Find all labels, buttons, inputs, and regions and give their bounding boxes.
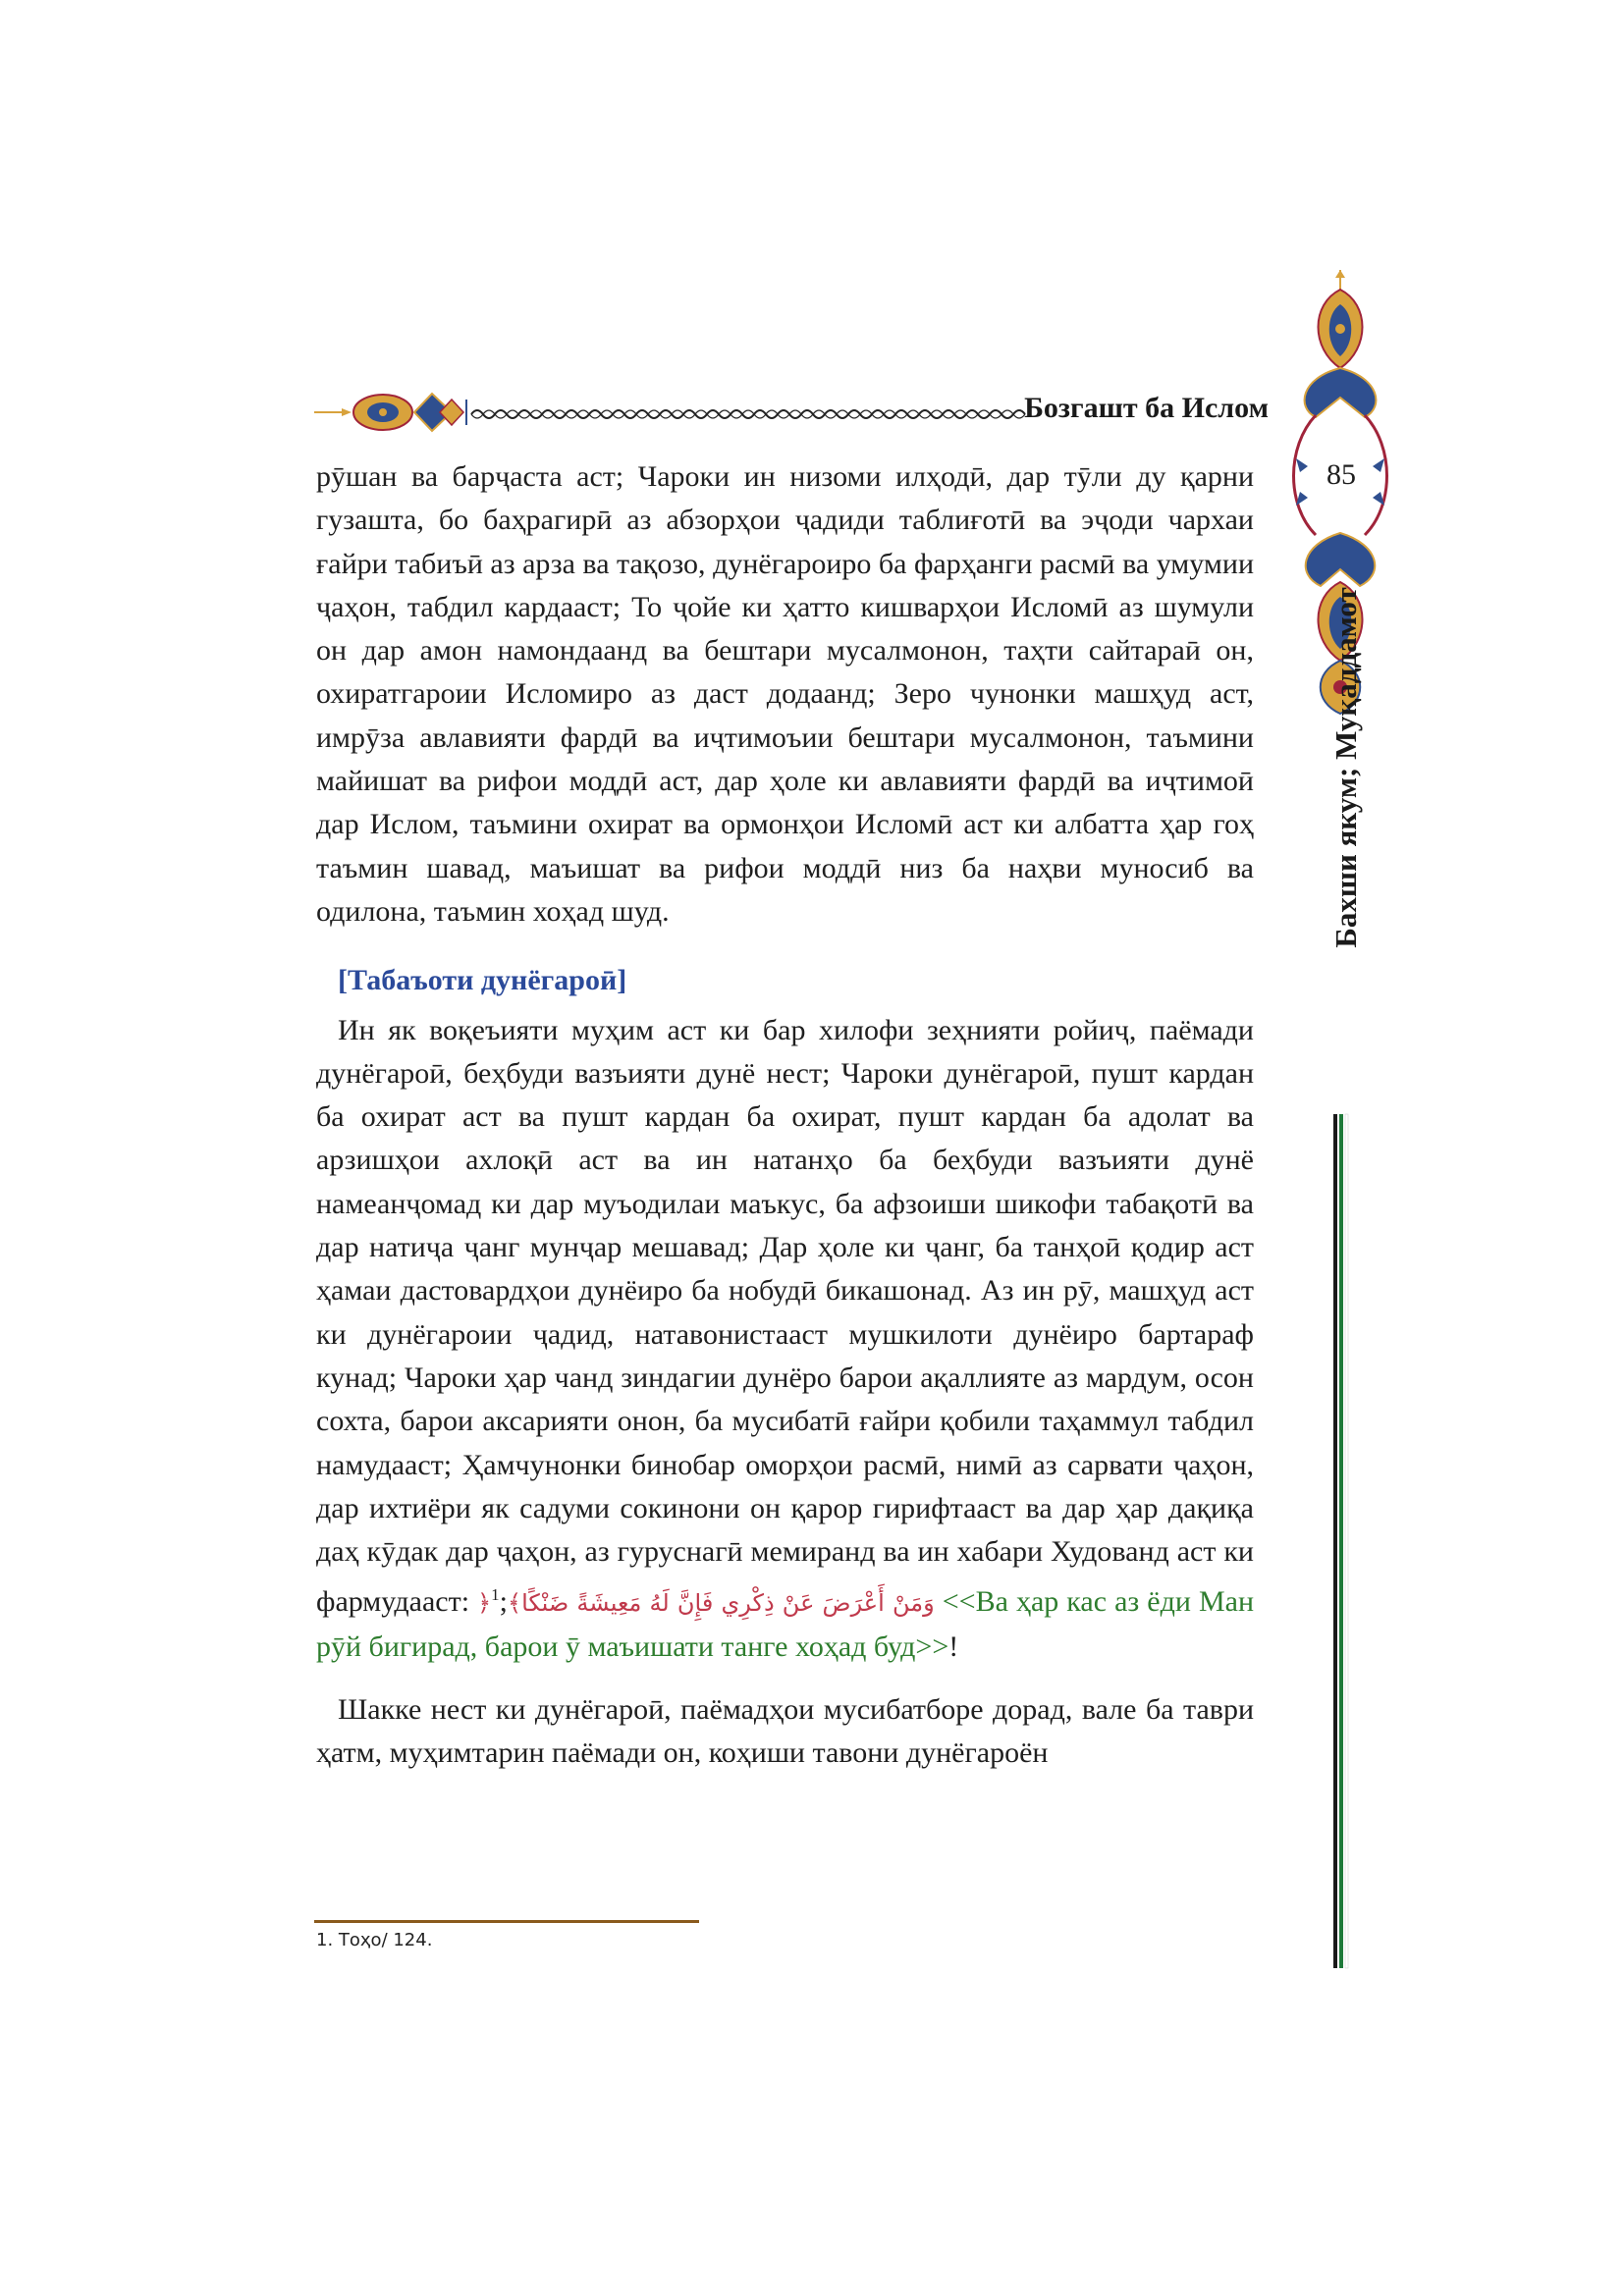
paragraph-2-separator: ;	[499, 1585, 509, 1619]
paragraph-1: рӯшан ва барҷаста аст; Чароки ин низоми илҳодӣ, дар тӯли ду қарни гузашта, бо баҳрагирӣ аз абзорҳои ҷадиди таблиғотӣ ва эҷоди чархаи ғайри табиъӣ аз арза ва тақозо, дунёгароиро ба фарҳанги расмӣ ва умумии ҷаҳон, табдил кардааст; То ҷойе ки ҳатто кишварҳои Исломӣ аз шумули он дар амон намондаанд ва бештари мусалмонон, таҳти сайтараӣ он, охиратгароии Исломиро аз даст додаанд; Зеро чунонки машҳуд аст, имрӯза авлавияти фардӣ ва иҷтимоъии бештари мусалмонон, таъмини майишат ва рифои моддӣ аст, дар ҳоле ки авлавияти фардӣ ва иҷтимоӣ дар Ислом, таъмини охират ва ормонҳои Исломӣ аст ки албатта ҳар гоҳ таъмин шавад, маъишат ва рифои моддӣ низ ба наҳви муносиб ва одилона, таъмин хоҳад шуд.	[316, 460, 1254, 928]
paragraph-2	[316, 1009, 1254, 1669]
page-number: 85	[1326, 458, 1356, 491]
quran-verse-arabic: ﴿وَمَنْ أَعْرَضَ عَنْ ذِكْرِي فَإِنَّ لَهُ مَعِيشَةً ضَنْكًا﴾	[477, 1589, 935, 1618]
chapter-side-title	[1328, 424, 1363, 1111]
header-ornament-icon	[314, 388, 1041, 437]
footnote-divider	[314, 1920, 699, 1923]
main-text	[316, 455, 1254, 1776]
chapter-side-title-text: Бахши якум; Муқаддамот	[1328, 587, 1363, 948]
section-heading: [Табаъоти дунёгароӣ]	[338, 964, 627, 997]
paragraph-3: Шакке нест ки дунёгароӣ, паёмадҳои мусибатборе дорад, вале ба таври ҳатм, муҳимтарин паёмади он, коҳиши тавони дунёгароён	[316, 1693, 1254, 1770]
footnote: 1. Тоҳо/ 124.	[316, 1930, 433, 1950]
paragraph-2-end: !	[948, 1629, 959, 1663]
footnote-marker: 1	[491, 1585, 500, 1605]
verse-translation: <<Ва ҳар кас аз ёди Ман рӯй бигирад, барои ӯ маъишати танге хоҳад буд>>	[316, 1585, 1255, 1663]
running-header	[314, 388, 1269, 437]
paragraph-2-text: Ин як воқеъияти муҳим аст ки бар хилофи зеҳнияти ройиҷ, паёмади дунёгароӣ, беҳбуди вазъияти дунё нест; Чароки дунёгароӣ, пушт кардан ба охират аст ва пушт кардан ба охират, пушт кардан ба адолат ва арзишҳои ахлоқӣ аст ва ин натанҳо ба беҳбуди вазъияти дунё намеанҷомад ки дар муъодилаи маъкус, ба афзоиши шикофи табақотӣ ва дар натиҷа ҷанг мунҷар мешавад; Дар ҳоле ки ҷанг, ба танҳоӣ қодир аст ҳамаи дастовардҳои дунёиро ба нобудӣ бикашонад. Аз ин рӯ, машҳуд аст ки дунёгароии ҷадид, натавонистааст мушкилоти дунёиро бартараф кунад; Чароки ҳар чанд зиндагии дунёро барои ақаллияте аз мардум, осон сохта, барои аксарияти онон, ба мусибатӣ ғайри қобили таҳаммул табдил намудааст; Ҳамчунонки бинобар оморҳои расмӣ, нимӣ аз сарвати ҷаҳон, дар ихтиёри як садуми сокинони он қарор гирифтааст ва дар ҳар дақиқа даҳ кӯдак дар ҷаҳон, аз гуруснагӣ мемиранд ва ин хабари Худованд аст ки фармудааст:	[316, 1013, 1254, 1619]
header-title: Бозгашт ба Ислом	[1024, 392, 1269, 424]
